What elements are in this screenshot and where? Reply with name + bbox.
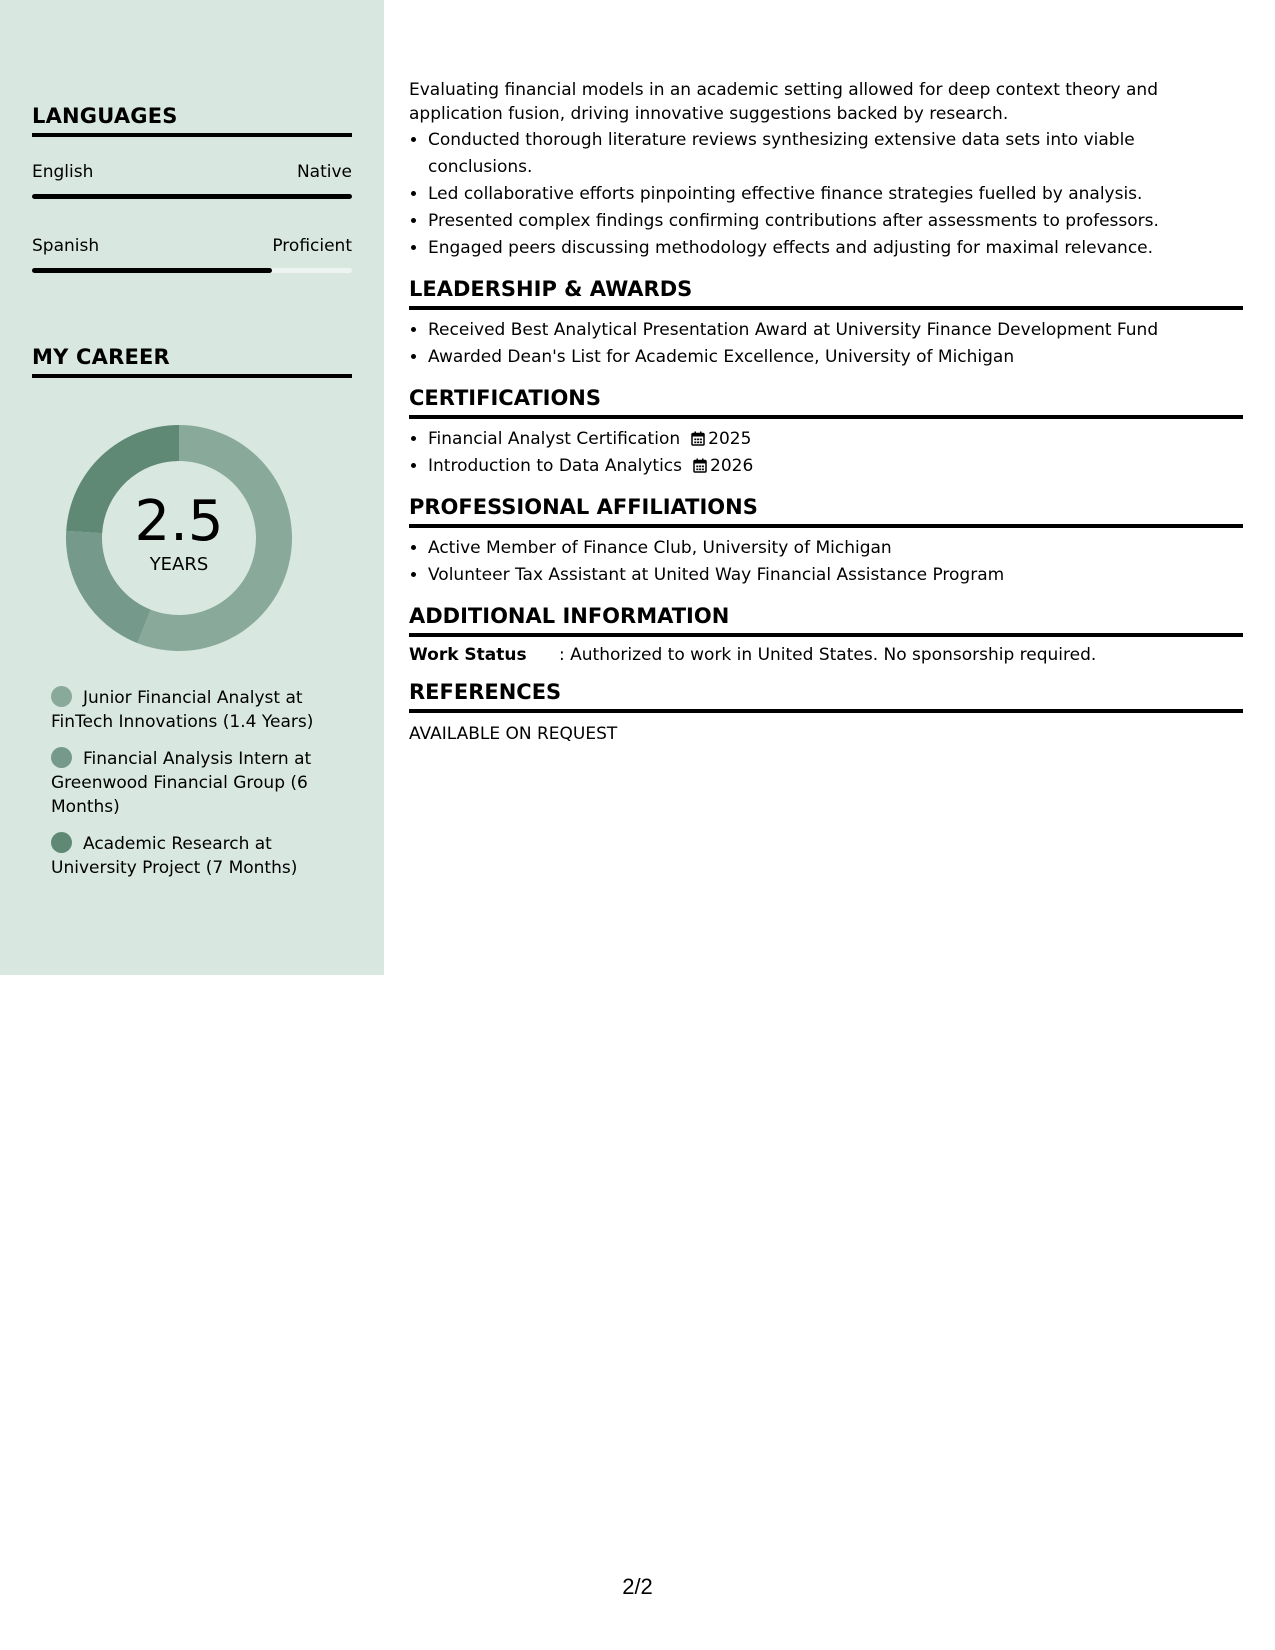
list-item: • Conducted thorough literature reviews synthesizing extensive data sets into viable conclusions. — [428, 127, 1243, 181]
career-item-text: Financial Analysis Intern at Greenwood Financial Group (6 Months) — [51, 749, 312, 817]
language-bar-fill — [32, 268, 272, 273]
language-spanish — [32, 236, 352, 273]
list-item: • Active Member of Finance Club, University of Michigan — [428, 535, 1243, 562]
language-level: Native — [296, 162, 352, 182]
donut-unit: YEARS — [149, 553, 209, 575]
list-item: • Presented complex findings confirming contributions after assessments to professors. — [428, 208, 1243, 235]
affiliations-list — [409, 535, 1243, 589]
certifications-list — [409, 426, 1243, 480]
section-title-references: REFERENCES — [409, 680, 1243, 713]
references-text: AVAILABLE ON REQUEST — [409, 724, 618, 744]
main-content — [409, 78, 1243, 744]
work-status-row — [409, 645, 1243, 665]
languages-section — [32, 104, 352, 273]
language-english — [32, 162, 352, 199]
section-title-additional: ADDITIONAL INFORMATION — [409, 604, 1243, 637]
sidebar — [0, 0, 384, 975]
legend-dot-icon — [51, 686, 72, 707]
work-status-label: Work Status — [409, 645, 527, 665]
career-section — [32, 345, 352, 378]
language-name: Spanish — [32, 236, 100, 256]
legend-dot-icon — [51, 747, 72, 768]
certification-item — [428, 426, 1243, 453]
language-level: Proficient — [272, 236, 352, 256]
certification-item — [428, 453, 1243, 480]
legend-dot-icon — [51, 832, 72, 853]
leadership-list — [409, 317, 1243, 371]
language-bar-fill — [32, 194, 352, 199]
donut-value: 2.5 — [134, 488, 224, 554]
section-title-affiliations: PROFESSIONAL AFFILIATIONS — [409, 495, 1243, 528]
certification-name: Financial Analyst Certification — [428, 429, 681, 449]
calendar-icon — [693, 458, 707, 473]
language-name: English — [32, 162, 94, 182]
calendar-icon — [691, 431, 705, 446]
section-title-leadership: LEADERSHIP & AWARDS — [409, 277, 1243, 310]
section-title-certifications: CERTIFICATIONS — [409, 386, 1243, 419]
career-item — [51, 686, 351, 734]
language-bar — [32, 268, 352, 273]
certification-name: Introduction to Data Analytics — [428, 456, 683, 476]
career-item-text: Academic Research at University Project (7 Months) — [51, 834, 298, 878]
language-bar — [32, 194, 352, 199]
page-number: 2/2 — [622, 1574, 653, 1599]
certification-year: 2026 — [710, 456, 754, 476]
list-item: • Volunteer Tax Assistant at United Way Financial Assistance Program — [428, 562, 1243, 589]
career-list — [51, 686, 351, 893]
intro-paragraph: Evaluating financial models in an academic setting allowed for deep context theory and application fusion, driving innovative suggestions backed by research. — [409, 80, 1158, 124]
career-item — [51, 747, 351, 819]
career-item-text: Junior Financial Analyst at FinTech Innovations (1.4 Years) — [51, 688, 314, 732]
work-status-value: : Authorized to work in United States. No sponsorship required. — [559, 645, 1097, 665]
career-item — [51, 832, 351, 880]
certification-year: 2025 — [708, 429, 752, 449]
list-item: • Engaged peers discussing methodology effects and adjusting for maximal relevance. — [428, 235, 1243, 262]
languages-heading: LANGUAGES — [32, 104, 352, 137]
career-donut-chart — [66, 425, 292, 651]
list-item: • Led collaborative efforts pinpointing effective finance strategies fuelled by analysis. — [428, 181, 1243, 208]
list-item: • Received Best Analytical Presentation Award at University Finance Development Fund — [428, 317, 1243, 344]
career-heading: MY CAREER — [32, 345, 352, 378]
list-item: • Awarded Dean's List for Academic Excellence, University of Michigan — [428, 344, 1243, 371]
intro-bullets — [409, 127, 1243, 262]
